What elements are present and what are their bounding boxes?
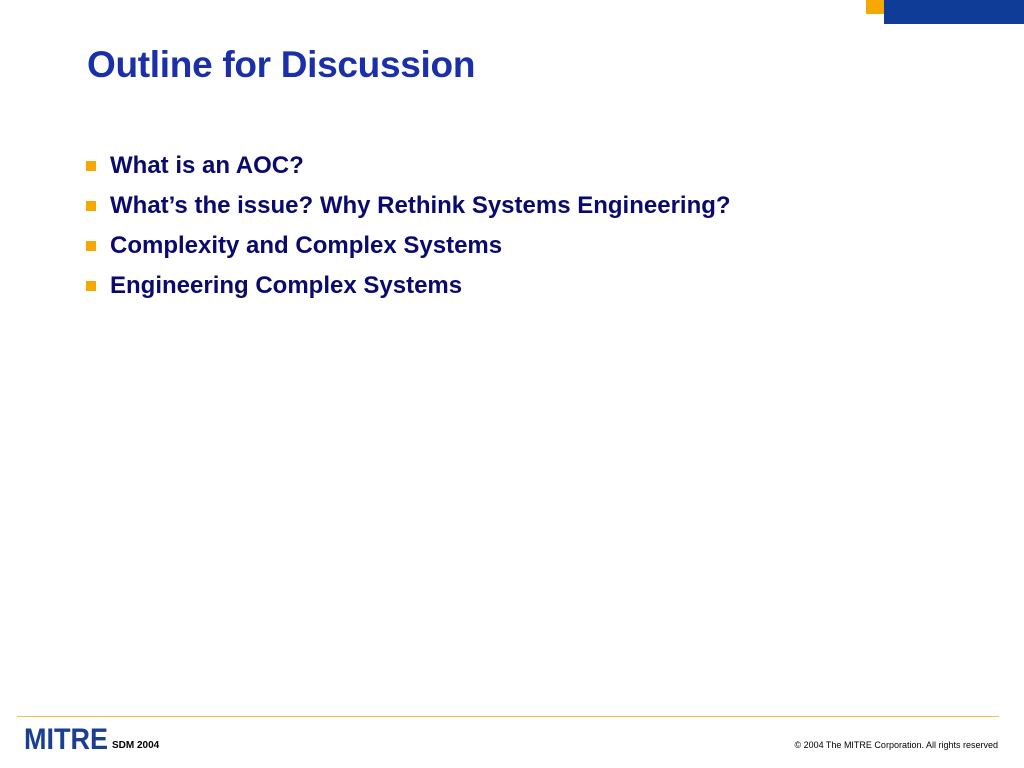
footer-event: SDM 2004 <box>112 740 160 751</box>
bullet-text: What’s the issue? Why Rethink Systems Engineering? <box>110 192 731 219</box>
bullet-text: What is an AOC? <box>110 152 304 179</box>
bullet-square-icon <box>86 281 96 291</box>
bullet-text: Engineering Complex Systems <box>110 272 463 299</box>
bullet-list <box>86 146 731 306</box>
footer-divider <box>17 716 999 717</box>
corner-accent-square <box>866 0 884 14</box>
bullet-text: Complexity and Complex Systems <box>110 232 503 259</box>
corner-accent-bar <box>884 0 1024 24</box>
mitre-logo <box>24 723 110 753</box>
slide-title: Outline for Discussion <box>87 44 476 85</box>
bullet-item <box>86 266 731 306</box>
footer-copyright: © 2004 The MITRE Corporation. All rights reserved <box>794 740 998 750</box>
bullet-square-icon <box>86 161 96 171</box>
svg-text:MITRE: MITRE <box>24 723 108 753</box>
bullet-square-icon <box>86 201 96 211</box>
bullet-item <box>86 226 731 266</box>
bullet-item <box>86 146 731 186</box>
bullet-square-icon <box>86 241 96 251</box>
bullet-item <box>86 186 731 226</box>
